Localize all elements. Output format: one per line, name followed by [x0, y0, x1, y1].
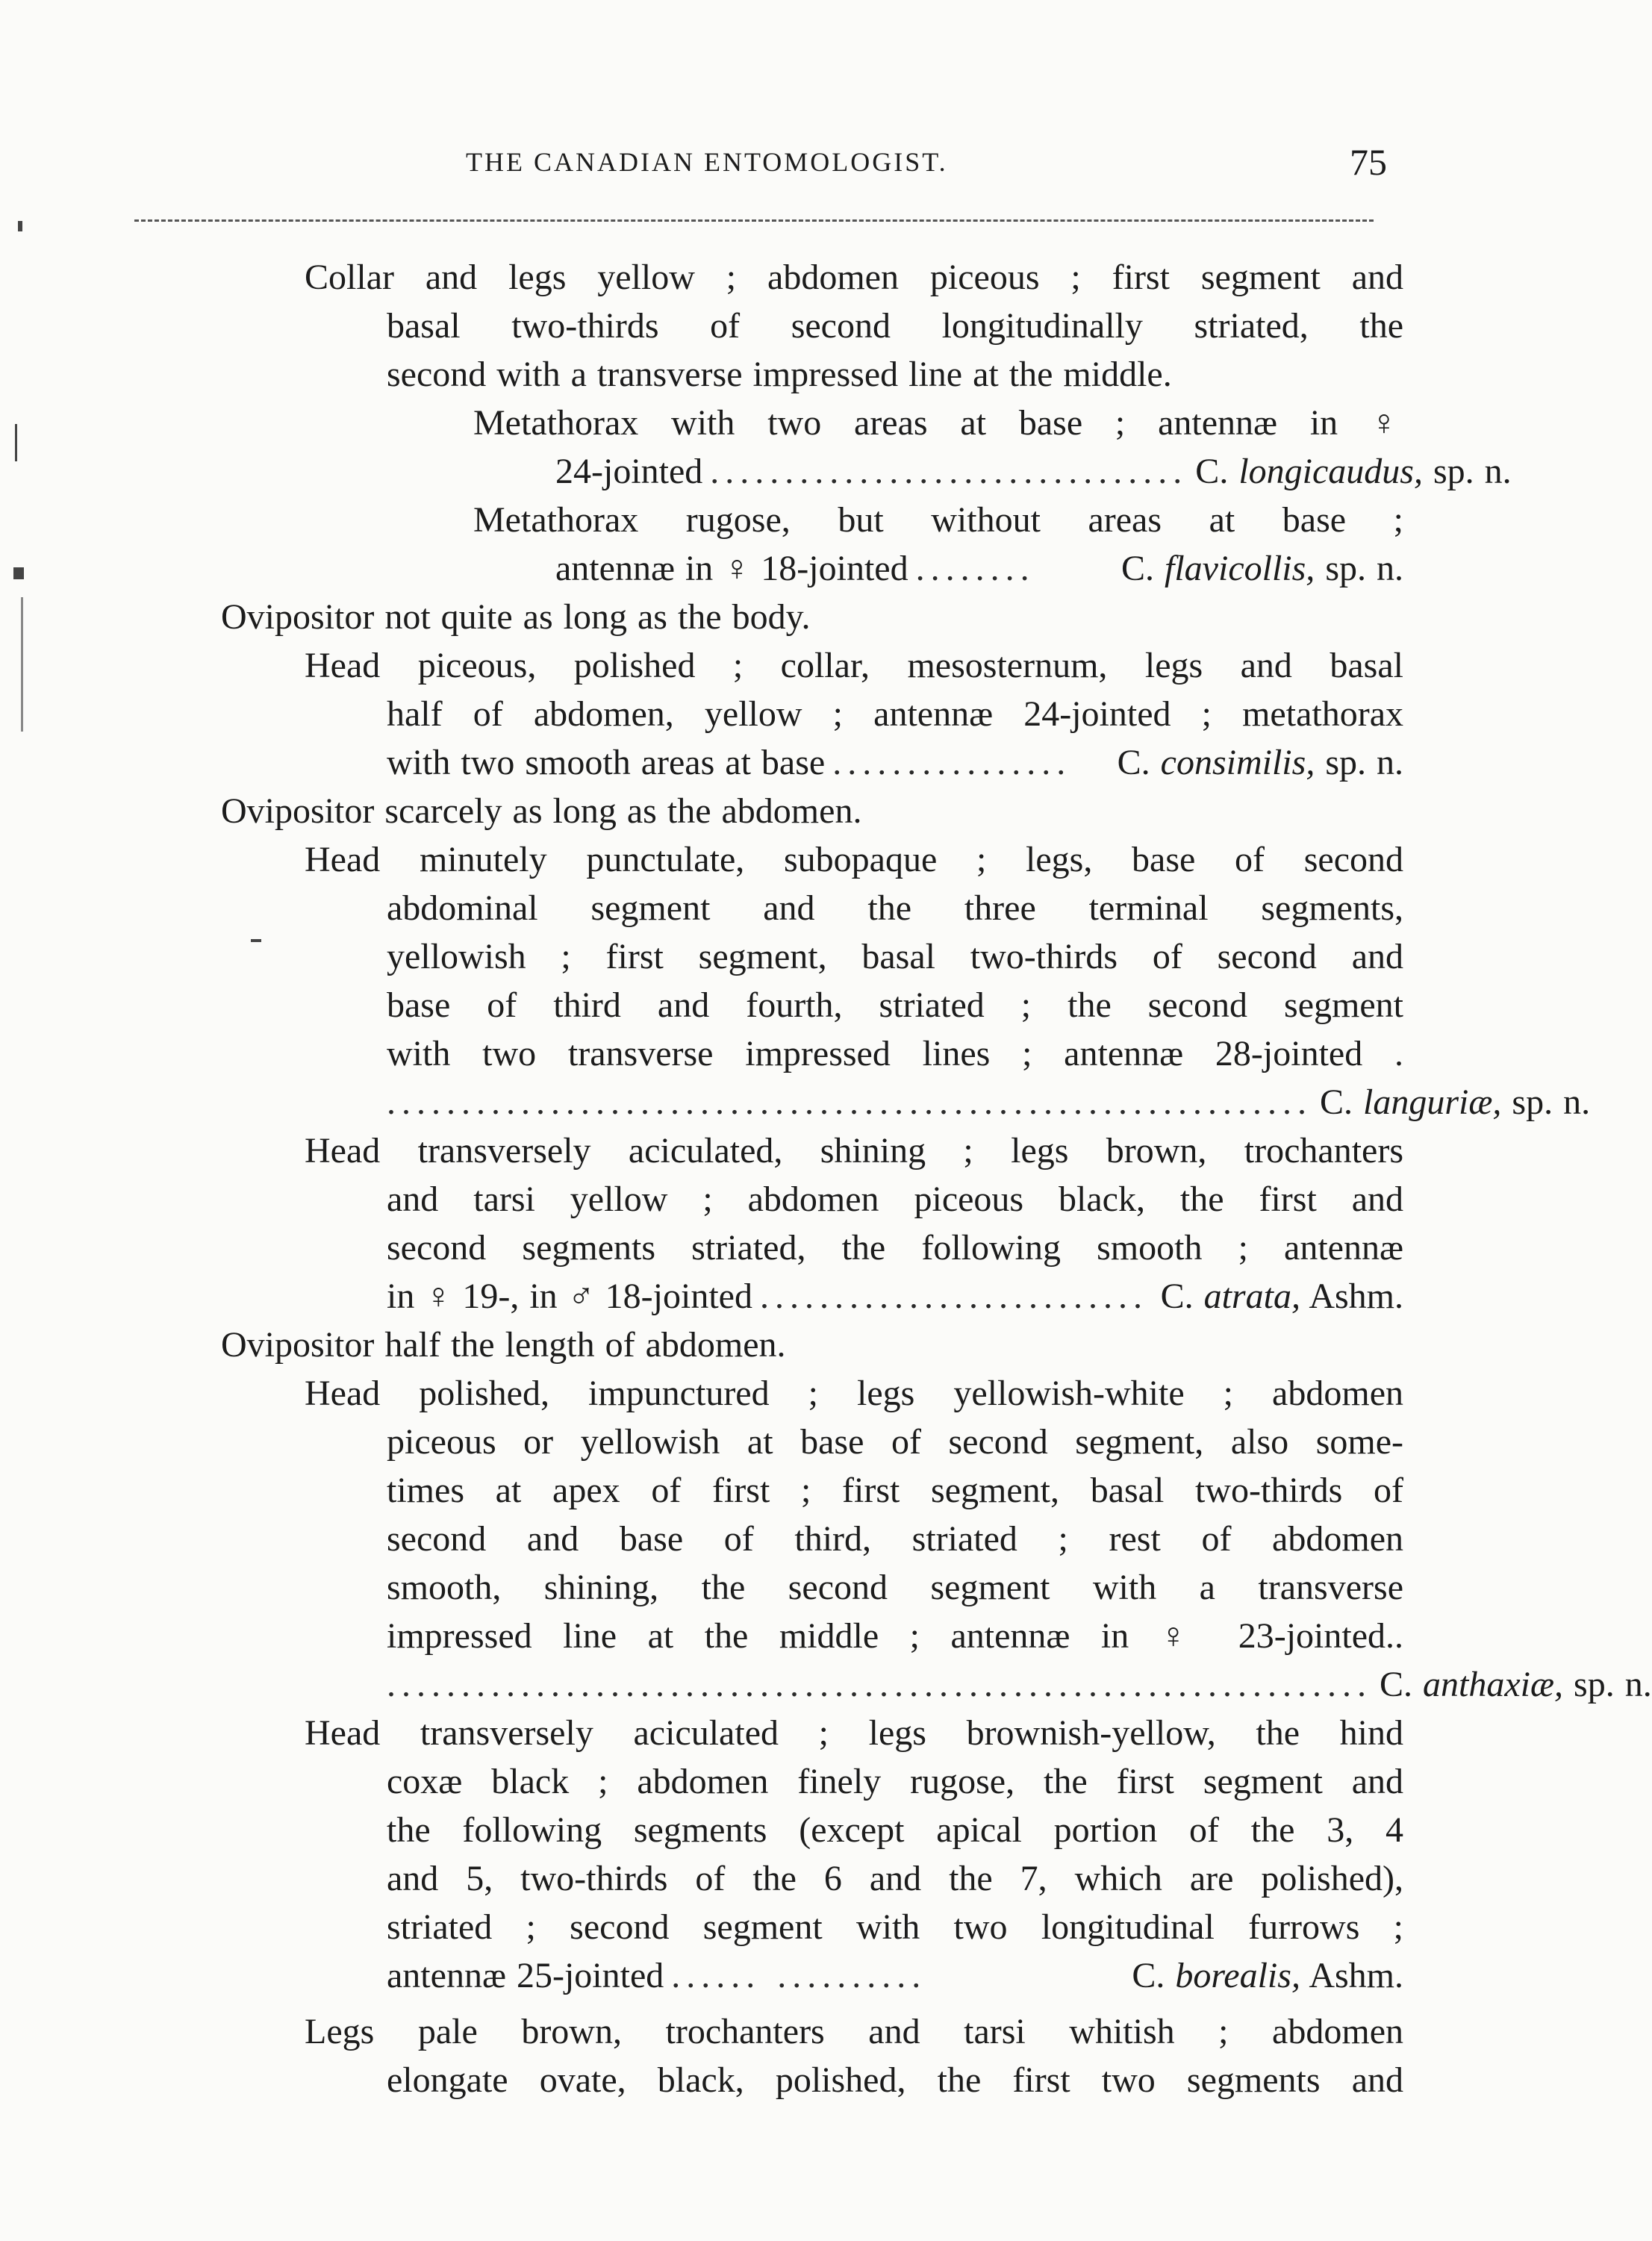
species-epithet: atrata,	[1203, 1277, 1300, 1316]
text-line: Ovipositor scarcely as long as the abdomen.	[221, 791, 862, 831]
text-line: Metathorax with two areas at base ; antennæ in ♀	[473, 403, 1397, 443]
text-line: coxæ black ; abdomen finely rugose, the first segment and	[387, 1762, 1403, 1801]
genus: C.	[1320, 1082, 1353, 1122]
text-line: striated ; second segment with two longitudinal furrows ;	[387, 1907, 1403, 1947]
text-line: Head minutely punctulate, subopaque ; legs, base of second	[305, 840, 1403, 879]
scan-mark	[21, 597, 23, 732]
species-entry	[387, 1079, 1591, 1126]
entry-text: 24-jointed	[555, 452, 703, 491]
genus: C.	[1195, 452, 1229, 491]
running-head	[0, 141, 1516, 191]
text-line: Head transversely aciculated, shining ; legs brown, trochanters	[305, 1131, 1403, 1171]
species-entry	[555, 448, 1512, 496]
species-authority: Ashm.	[1309, 1277, 1403, 1316]
text-line: elongate ovate, black, polished, the first two segments and	[387, 2060, 1403, 2100]
text-line: second and base of third, striated ; rest of abdomen	[387, 1519, 1403, 1559]
text-line: smooth, shining, the second segment with a transverse	[387, 1568, 1403, 1607]
text-line: Legs pale brown, trochanters and tarsi whitish ; abdomen	[305, 2012, 1403, 2051]
text-line: second with a transverse impressed line at the middle.	[387, 355, 1172, 394]
leader-dots: ...... ..........	[671, 1956, 927, 1995]
text-line: Head transversely aciculated ; legs brownish-yellow, the hind	[305, 1713, 1403, 1753]
text-line: Metathorax rugose, but without areas at base ;	[473, 500, 1403, 540]
species-authority: Ashm.	[1309, 1956, 1403, 1995]
text-line: Head piceous, polished ; collar, mesosternum, legs and basal	[305, 646, 1403, 685]
genus: C.	[1132, 1956, 1165, 1995]
species-epithet: anthaxiæ,	[1423, 1665, 1564, 1704]
text-line: with two transverse impressed lines ; antennæ 28-jointed .	[387, 1034, 1403, 1073]
entry-text: with two smooth areas at base	[387, 743, 826, 782]
genus: C.	[1120, 549, 1154, 588]
text-line: piceous or yellowish at base of second segment, also some-	[387, 1422, 1403, 1462]
text-line: impressed line at the middle ; antennæ in ♀ 23-jointed..	[387, 1616, 1403, 1656]
text-line: Ovipositor not quite as long as the body.	[221, 597, 811, 637]
entry-text: antennæ 25-jointed	[387, 1956, 664, 1995]
text-line: Collar and legs yellow ; abdomen piceous ; first segment and	[305, 258, 1403, 297]
scan-mark	[18, 221, 22, 231]
species-authority: sp. n.	[1433, 452, 1512, 491]
genus: C.	[1380, 1665, 1413, 1704]
species-entry	[387, 1273, 1403, 1321]
species-authority: sp. n.	[1574, 1665, 1652, 1704]
text-line: the following segments (except apical portion of the 3, 4	[387, 1810, 1403, 1850]
genus: C.	[1160, 1277, 1194, 1316]
species-epithet: consimilis,	[1160, 743, 1315, 782]
species-name	[1118, 739, 1403, 787]
entry-text: antennæ in ♀ 18-jointed	[555, 549, 908, 588]
species-epithet: borealis,	[1175, 1956, 1300, 1995]
species-authority: sp. n.	[1325, 743, 1403, 782]
species-epithet: longicaudus,	[1238, 452, 1423, 491]
species-name	[1195, 448, 1511, 496]
species-name	[1132, 1952, 1403, 2000]
species-authority: sp. n.	[1325, 549, 1403, 588]
text-line: second segments striated, the following smooth ; antennæ	[387, 1228, 1403, 1268]
header-rule	[134, 219, 1374, 222]
text-line: times at apex of first ; first segment, basal two-thirds of	[387, 1471, 1403, 1510]
genus: C.	[1117, 743, 1150, 782]
text-line: Head polished, impunctured ; legs yellowish-white ; abdomen	[305, 1374, 1403, 1413]
species-name	[1380, 1661, 1652, 1709]
leader-dots: ..................................................................	[387, 1665, 1372, 1704]
scan-mark	[15, 424, 17, 461]
species-entry	[387, 739, 1403, 787]
species-epithet: languriæ,	[1363, 1082, 1502, 1122]
text-line: yellowish ; first segment, basal two-thirds of second and	[387, 937, 1403, 976]
entry-text: in ♀ 19-, in ♂ 18-jointed	[387, 1277, 752, 1316]
text-line: basal two-thirds of second longitudinally striated, the	[387, 306, 1403, 346]
scan-mark	[251, 939, 261, 942]
page-number: 75	[1350, 141, 1387, 183]
species-name	[1320, 1079, 1590, 1126]
scan-mark	[13, 567, 24, 579]
leader-dots: ................................	[710, 452, 1188, 491]
species-entry	[387, 1661, 1652, 1709]
leader-dots: ................	[832, 743, 1072, 782]
leader-dots: ........	[915, 549, 1035, 588]
text-line: abdominal segment and the three terminal segments,	[387, 888, 1403, 928]
species-entry	[555, 545, 1403, 593]
text-line: base of third and fourth, striated ; the second segment	[387, 985, 1403, 1025]
text-line: Ovipositor half the length of abdomen.	[221, 1325, 786, 1365]
leader-dots: ..........................	[759, 1277, 1148, 1316]
species-name	[1161, 1273, 1403, 1321]
species-authority: sp. n.	[1512, 1082, 1591, 1122]
species-name	[1121, 545, 1403, 593]
journal-title: THE CANADIAN ENTOMOLOGIST.	[466, 147, 948, 177]
text-line: and 5, two-thirds of the 6 and the 7, which are polished),	[387, 1859, 1403, 1898]
species-epithet: flavicollis,	[1165, 549, 1315, 588]
text-line: half of abdomen, yellow ; antennæ 24-jointed ; metathorax	[387, 694, 1403, 734]
text-line: and tarsi yellow ; abdomen piceous black, the first and	[387, 1179, 1403, 1219]
species-entry	[387, 1952, 1403, 2000]
leader-dots: ..............................................................	[387, 1082, 1312, 1122]
